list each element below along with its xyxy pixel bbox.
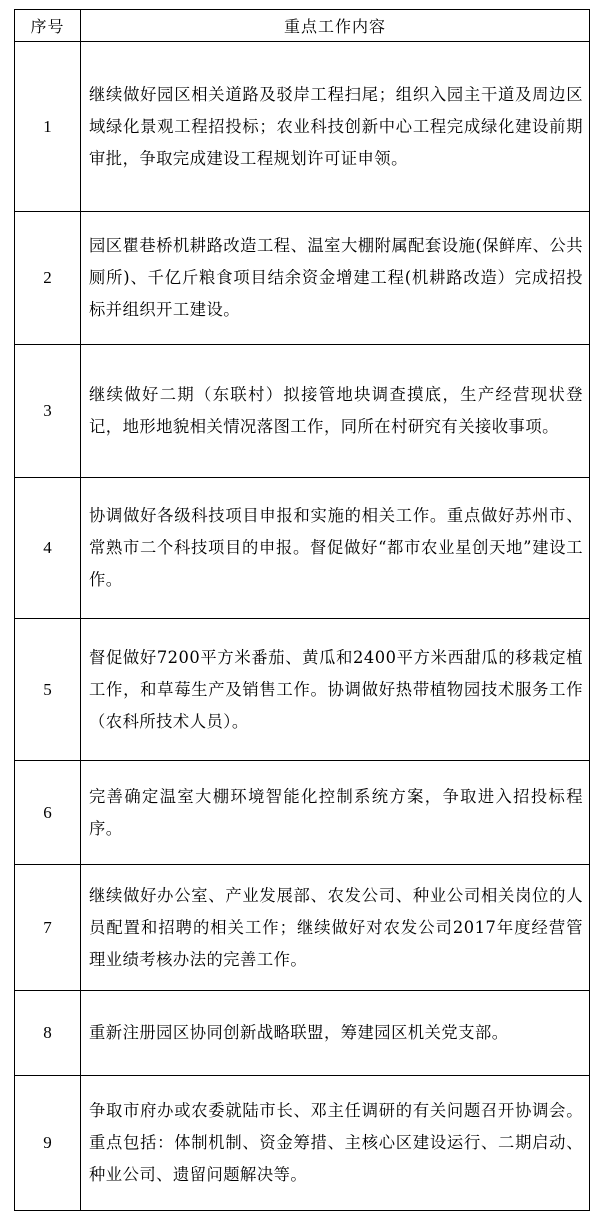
header-content: 重点工作内容 xyxy=(81,10,590,42)
row-text: 完善确定温室大棚环境智能化控制系统方案，争取进入招投标程序。 xyxy=(89,786,583,838)
row-text: 继续做好园区相关道路及驳岸工程扫尾；组织入园主干道及周边区域绿化景观工程招投标；农业科技创新中心工程完成绿化建设前期审批，争取完成建设工程规划许可证申领。 xyxy=(89,84,583,168)
row-number: 9 xyxy=(15,1076,81,1211)
table-row xyxy=(15,345,590,478)
work-plan-table xyxy=(14,9,590,1211)
row-number: 7 xyxy=(15,865,81,991)
row-number: 2 xyxy=(15,212,81,345)
table-row xyxy=(15,42,590,212)
table-row xyxy=(15,619,590,761)
row-text: 继续做好二期（东联村）拟接管地块调查摸底，生产经营现状登记，地形地貌相关情况落图工作，同所在村研究有关接收事项。 xyxy=(89,385,583,436)
table-row xyxy=(15,865,590,991)
row-number: 5 xyxy=(15,619,81,761)
row-text: 园区瞿巷桥机耕路改造工程、温室大棚附属配套设施(保鲜库、公共厕所)、千亿斤粮食项目结余资金增建工程(机耕路改造）完成招投标并组织开工建设。 xyxy=(89,236,583,319)
table-row xyxy=(15,1076,590,1211)
row-text: 争取市府办或农委就陆市长、邓主任调研的有关问题召开协调会。重点包括：体制机制、资金筹措、主核心区建设运行、二期启动、种业公司、遗留问题解决等。 xyxy=(89,1101,583,1184)
row-number: 3 xyxy=(15,345,81,478)
row-text: 督促做好7200平方米番茄、黄瓜和2400平方米西甜瓜的移栽定植工作，和草莓生产及销售工作。协调做好热带植物园技术服务工作（农科所技术人员）。 xyxy=(89,647,583,731)
row-number: 1 xyxy=(15,42,81,212)
row-number: 6 xyxy=(15,761,81,865)
header-number: 序号 xyxy=(15,10,81,42)
table-row xyxy=(15,478,590,619)
row-number: 8 xyxy=(15,991,81,1076)
row-number: 4 xyxy=(15,478,81,619)
row-text: 协调做好各级科技项目申报和实施的相关工作。重点做好苏州市、常熟市二个科技项目的申报。督促做好“都市农业星创天地”建设工作。 xyxy=(89,506,583,589)
table-header-row xyxy=(15,10,590,42)
row-text: 重新注册园区协同创新战略联盟，筹建园区机关党支部。 xyxy=(89,1023,509,1042)
table-row xyxy=(15,212,590,345)
table-row xyxy=(15,991,590,1076)
table-row xyxy=(15,761,590,865)
row-text: 继续做好办公室、产业发展部、农发公司、种业公司相关岗位的人员配置和招聘的相关工作；继续做好对农发公司2017年度经营管理业绩考核办法的完善工作。 xyxy=(89,885,583,969)
